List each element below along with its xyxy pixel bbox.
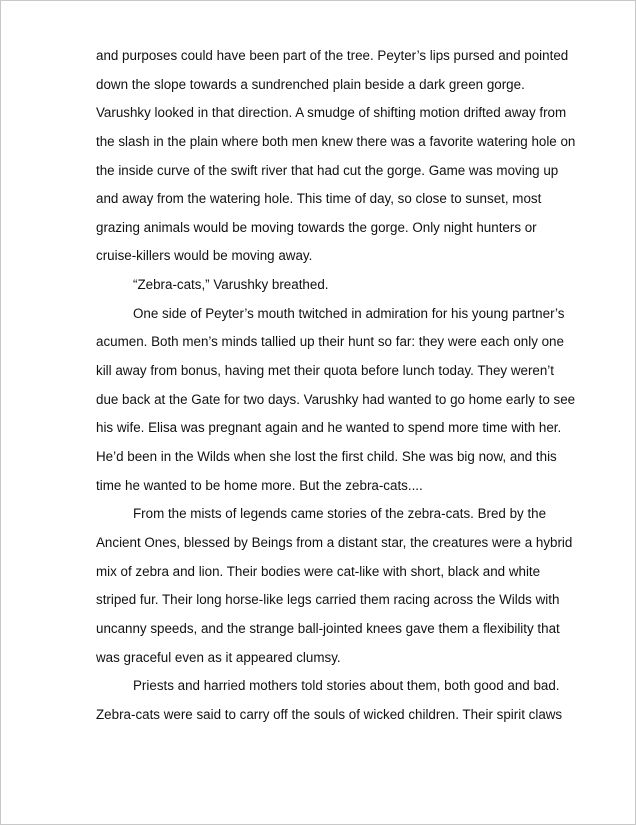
text-line: due back at the Gate for two days. Varushky had wanted to go home early to see bbox=[96, 392, 576, 407]
text-line: striped fur. Their long horse-like legs carried them racing across the Wilds with bbox=[96, 592, 560, 607]
text-line: and purposes could have been part of the tree. Peyter’s lips pursed and pointed bbox=[96, 48, 569, 63]
text-line: the inside curve of the swift river that had cut the gorge. Game was moving up bbox=[96, 163, 559, 178]
text-line: Varushky looked in that direction. A smudge of shifting motion drifted away from bbox=[96, 105, 567, 120]
text-line: grazing animals would be moving towards the gorge. Only night hunters or bbox=[96, 220, 537, 235]
text-line: Zebra-cats were said to carry off the souls of wicked children. Their spirit claws bbox=[96, 707, 563, 722]
text-line: He’d been in the Wilds when she lost the first child. She was big now, and this bbox=[96, 449, 557, 464]
text-line: the slash in the plain where both men knew there was a favorite watering hole on bbox=[96, 134, 576, 149]
text-line: mix of zebra and lion. Their bodies were cat-like with short, black and white bbox=[96, 564, 541, 579]
text-line: “Zebra-cats,” Varushky breathed. bbox=[133, 277, 329, 292]
text-line: Ancient Ones, blessed by Beings from a distant star, the creatures were a hybrid bbox=[96, 535, 573, 550]
text-line: kill away from bonus, having met their quota before lunch today. They weren’t bbox=[96, 363, 555, 378]
text-line: and away from the watering hole. This time of day, so close to sunset, most bbox=[96, 191, 542, 206]
text-line: down the slope towards a sundrenched plain beside a dark green gorge. bbox=[96, 77, 525, 92]
text-line: was graceful even as it appeared clumsy. bbox=[96, 650, 341, 665]
text-line: From the mists of legends came stories of the zebra-cats. Bred by the bbox=[133, 506, 547, 521]
text-line: uncanny speeds, and the strange ball-jointed knees gave them a flexibility that bbox=[96, 621, 560, 636]
text-line: acumen. Both men’s minds tallied up their hunt so far: they were each only one bbox=[96, 334, 564, 349]
text-line: One side of Peyter’s mouth twitched in admiration for his young partner’s bbox=[133, 306, 565, 321]
text-line: Priests and harried mothers told stories about them, both good and bad. bbox=[133, 678, 560, 693]
text-line: his wife. Elisa was pregnant again and he wanted to spend more time with her. bbox=[96, 420, 562, 435]
text-line: cruise-killers would be moving away. bbox=[96, 248, 313, 263]
text-line: time he wanted to be home more. But the zebra-cats.... bbox=[96, 478, 423, 493]
